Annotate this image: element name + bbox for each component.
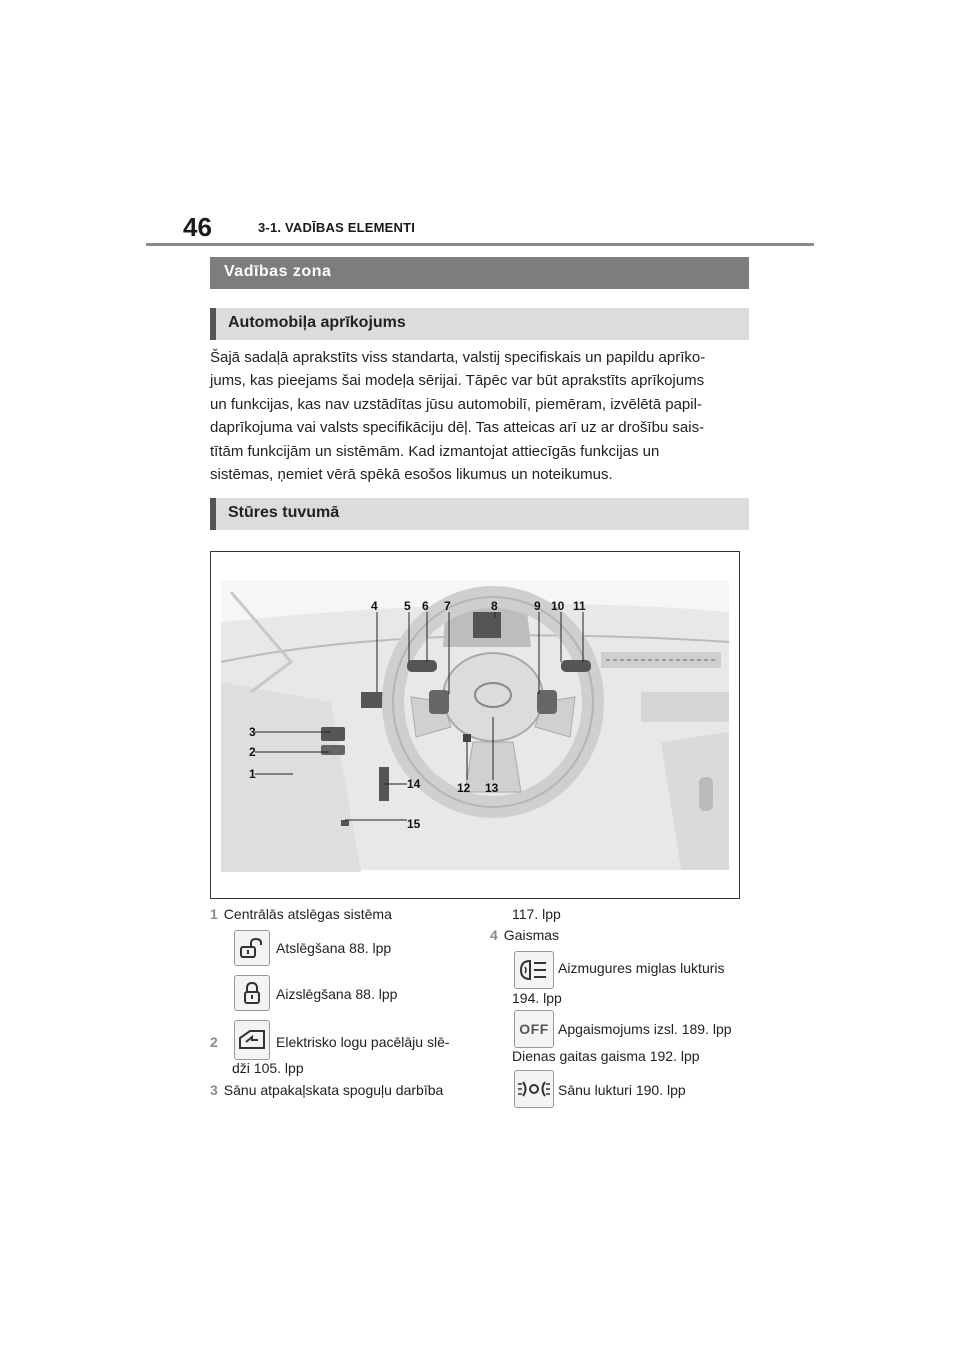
cluster-display (473, 612, 501, 638)
right-stalk (561, 660, 591, 672)
mirror-switch (321, 727, 345, 741)
callout-label: 8 (491, 599, 498, 613)
gear-lever (699, 777, 713, 811)
callout-label: 5 (404, 599, 411, 613)
equipment-paragraph (210, 346, 755, 486)
callout-label: 9 (534, 599, 541, 613)
mirror-page-ref: 117. lpp (512, 906, 561, 922)
paragraph-line: Šajā sadaļā aprakstīts viss standarta, valstij specifiskais un papildu aprīko- (210, 349, 706, 366)
legend-number: 4 (490, 927, 498, 943)
window-switch-text-cont: dži 105. lpp (232, 1060, 304, 1076)
steering-heading-bar (210, 498, 749, 530)
legend-number: 2 (210, 1034, 218, 1050)
paragraph-line: sistēmas, ņemiet vērā spēkā esošos likumus un noteikumus. (210, 466, 613, 484)
legend-item-4 (490, 927, 559, 943)
paragraph-line: un funkcijas, kas nav uzstādītas jūsu automobilī, piemēram, izvēlētā papil- (210, 395, 702, 413)
rear-fog-text-cont: 194. lpp (512, 990, 562, 1006)
window-switch (321, 745, 345, 755)
paragraph-line: jums, kas pieejams šai modeļa sērijai. Tāpēc var būt aprakstīts aprīkojums (210, 372, 705, 390)
legend-item-1 (210, 906, 392, 922)
callout-label: 11 (573, 599, 586, 613)
equipment-heading: Automobiļa aprīkojums (228, 314, 406, 331)
legend-item-3 (210, 1082, 443, 1098)
rear-fog-text: Aizmugures miglas lukturis (558, 960, 725, 976)
window-switch-text: Elektrisko logu pacēlāju slē- (276, 1034, 450, 1050)
callout-label: 14 (407, 777, 421, 791)
section-title-bar (210, 257, 749, 289)
callout-label: 13 (485, 781, 499, 795)
paragraph-line: daprīkojuma vai valsts specifikāciju dēļ. Tas atteicas arī uz ar drošību sais- (210, 419, 705, 437)
rear-fog-light-icon (514, 951, 554, 989)
lights-off-text: Apgaismojums izsl. 189. lpp (558, 1021, 732, 1037)
callout-label: 12 (457, 781, 471, 795)
lock-text: Atslēgšana 88. lpp (276, 940, 392, 956)
callout-label: 2 (249, 745, 256, 759)
lights-off-icon (514, 1010, 554, 1048)
off-label: OFF (519, 1021, 549, 1037)
callout-label: 7 (444, 599, 451, 613)
unlock-text: Aizslēgšana 88. lpp (276, 986, 398, 1002)
callout-label: 15 (407, 817, 421, 831)
legend-number: 3 (210, 1082, 218, 1098)
side-lights-text: Sānu lukturi 190. lpp (558, 1082, 686, 1098)
paragraph-line: tītām funkcijām un sistēmām. Kad izmantojat attiecīgās funkcijas un (210, 442, 660, 460)
legend-text: Sānu atpakaļskata spoguļu darbība (223, 1082, 444, 1098)
legend-item-2 (210, 1034, 224, 1050)
legend-text: Centrālās atslēgas sistēma (223, 906, 392, 922)
callout-label: 3 (249, 725, 256, 739)
steering-heading: Stūres tuvumā (228, 504, 340, 521)
unlock-icon (234, 975, 270, 1011)
equipment-heading-bar (210, 308, 749, 340)
callout-label: 1 (249, 767, 256, 781)
lock-icon (234, 930, 270, 966)
callout-label: 6 (422, 599, 429, 613)
legend-text: Gaismas (503, 927, 560, 943)
legend-number: 1 (210, 906, 218, 922)
dashboard-drawing (211, 552, 739, 898)
header-divider (146, 243, 814, 246)
chapter-title: 3-1. VADĪBAS ELEMENTI (258, 220, 416, 235)
daytime-running-light-text: Dienas gaitas gaisma 192. lpp (512, 1048, 700, 1064)
callout-label: 10 (551, 599, 565, 613)
section-title: Vadības zona (224, 263, 332, 280)
hood-release (341, 820, 349, 826)
page-number: 46 (183, 212, 212, 242)
callout-label: 4 (371, 599, 378, 613)
dashboard-illustration (210, 551, 740, 899)
left-stalk (407, 660, 437, 672)
side-lights-icon (514, 1070, 554, 1108)
window-switch-icon (234, 1020, 270, 1060)
